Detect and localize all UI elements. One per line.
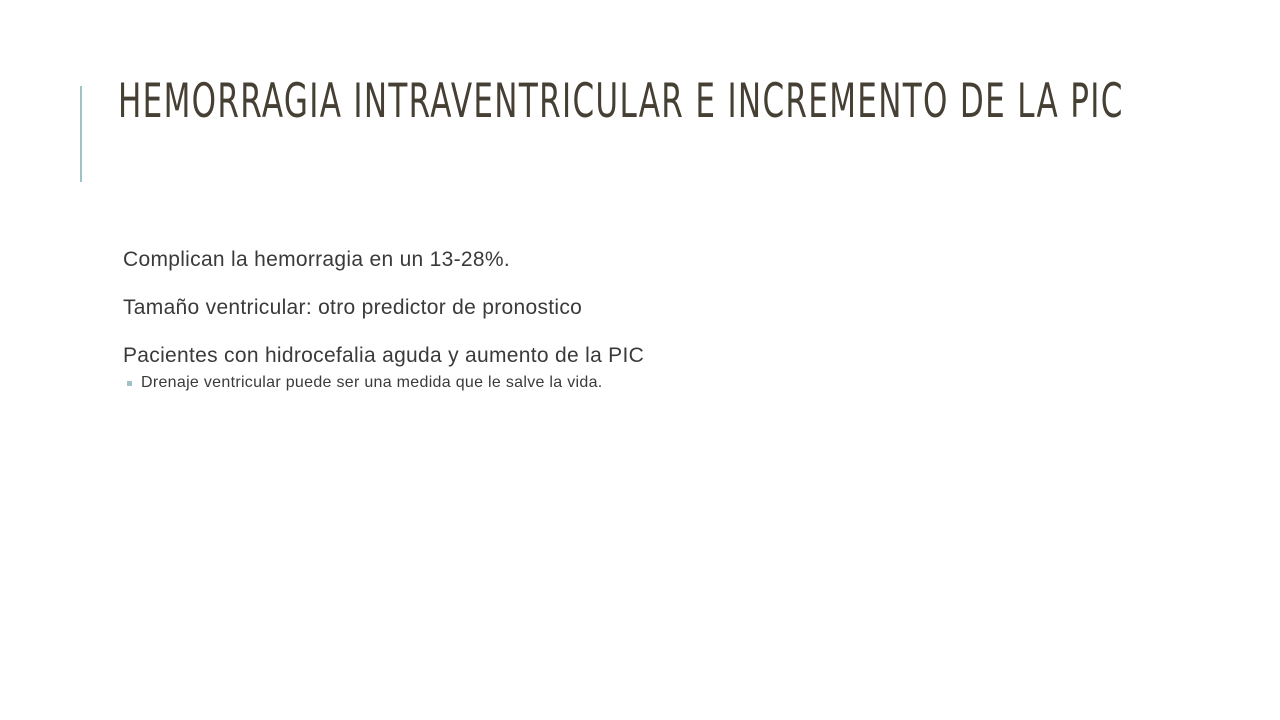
- sub-bullet-1: [127, 372, 1173, 394]
- title-accent-line: [80, 86, 82, 182]
- bullet-1: Complican la hemorragia en un 13-28%.: [123, 248, 510, 271]
- sub-bullet-1-text: Drenaje ventricular puede ser una medida que le salve la vida.: [141, 374, 603, 391]
- slide-title: HEMORRAGIA INTRAVENTRICULAR E INCREMENTO DE LA PIC: [118, 74, 1124, 129]
- square-bullet-icon: [127, 381, 132, 386]
- bullet-2: Tamaño ventricular: otro predictor de pronostico: [123, 296, 583, 319]
- slide-content: [123, 246, 1173, 394]
- bullet-3: Pacientes con hidrocefalia aguda y aumento de la PIC: [123, 344, 645, 367]
